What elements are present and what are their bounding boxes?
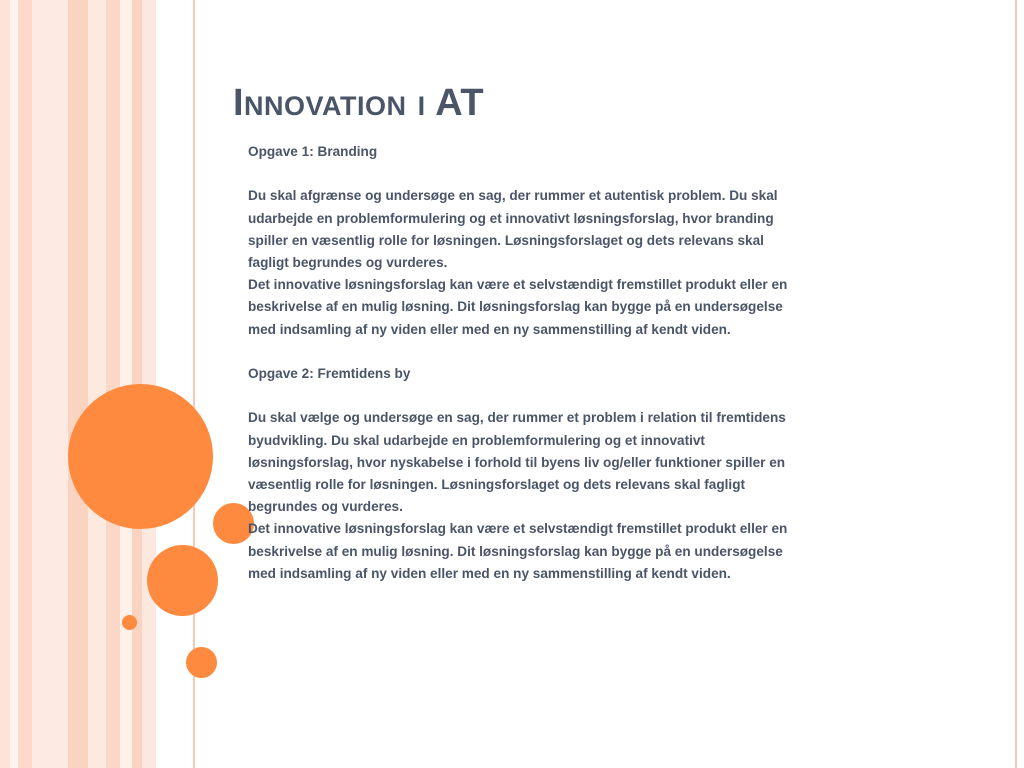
task2-paragraph-2: Det innovative løsningsforslag kan være et selvstændigt fremstillet produkt eller en beskrivelse af en mulig løsning. Dit løsningsforslag kan bygge på en undersøgelse med indsamling af ny viden eller med en ny sammenstilling af kendt viden. bbox=[248, 521, 788, 581]
task1-heading: Opgave 1: Branding bbox=[248, 144, 378, 159]
task1-paragraph-1: Du skal afgrænse og undersøge en sag, der rummer et autentisk problem. Du skal udarbejde en problemformulering og et innovativt løsningsforslag, hvor branding spiller en væsentlig rolle for løsningen. Løsningsforslaget og dets relevans skal fagligt begrundes og vurderes. bbox=[248, 188, 778, 270]
decor-circle-medium bbox=[147, 545, 218, 616]
decor-stripe bbox=[106, 0, 120, 768]
slide-body bbox=[248, 141, 808, 585]
decor-stripe bbox=[18, 0, 32, 768]
decor-line-right bbox=[1015, 0, 1017, 768]
decor-stripe bbox=[32, 0, 68, 768]
decor-stripe bbox=[68, 0, 88, 768]
task1-paragraph-2: Det innovative løsningsforslag kan være et selvstændigt fremstillet produkt eller en beskrivelse af en mulig løsning. Dit løsningsforslag kan bygge på en undersøgelse med indsamling af ny viden eller med en ny sammenstilling af kendt viden. bbox=[248, 277, 788, 337]
task2-heading: Opgave 2: Fremtidens by bbox=[248, 366, 411, 381]
decor-circle-small bbox=[186, 647, 217, 678]
slide-title: Innovation i AT bbox=[233, 82, 485, 124]
decor-stripe bbox=[0, 0, 10, 768]
decor-stripe bbox=[88, 0, 106, 768]
decor-circle-tiny bbox=[122, 615, 137, 630]
task2-paragraph-1: Du skal vælge og undersøge en sag, der rummer et problem i relation til fremtidens byudvikling. Du skal udarbejde en problemformulering og et innovativt løsningsforslag, hvor nyskabelse i forhold til byens liv og/eller funktioner spiller en væsentlig rolle for løsningen. Løsningsforslaget og dets relevans skal fagligt begrundes og vurderes. bbox=[248, 410, 786, 515]
decor-stripe bbox=[10, 0, 18, 768]
decor-circle-large bbox=[68, 384, 213, 529]
